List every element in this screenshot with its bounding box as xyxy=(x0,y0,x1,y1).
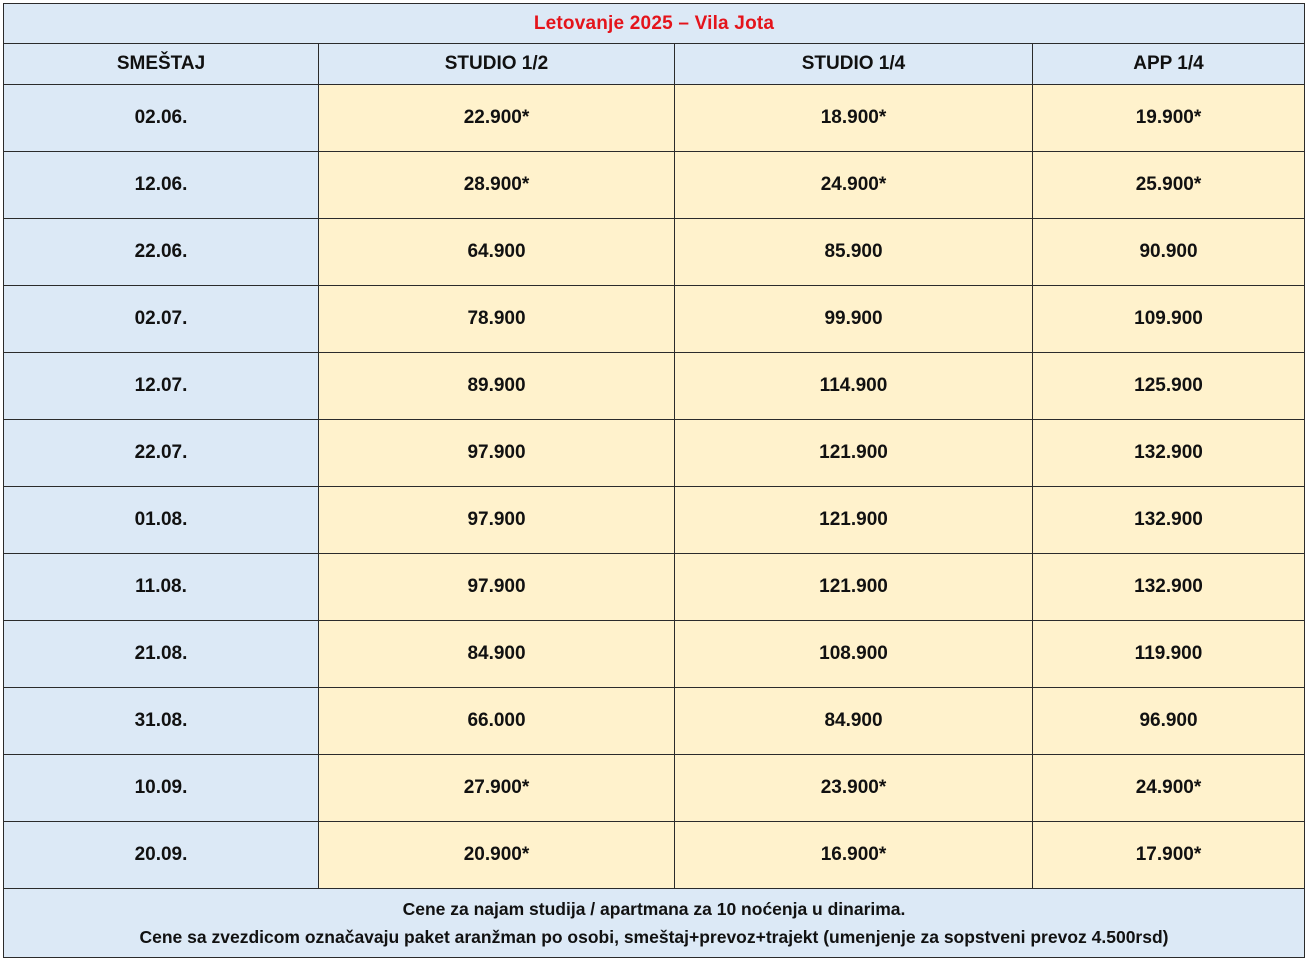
table-row xyxy=(4,688,1305,755)
price-studio-1-4: 84.900 xyxy=(675,688,1033,755)
price-app-1-4: 19.900* xyxy=(1033,85,1305,152)
date-cell: 22.06. xyxy=(4,219,319,286)
price-studio-1-2: 64.900 xyxy=(319,219,675,286)
price-app-1-4: 24.900* xyxy=(1033,755,1305,822)
table-row xyxy=(4,755,1305,822)
price-app-1-4: 17.900* xyxy=(1033,822,1305,889)
date-cell: 20.09. xyxy=(4,822,319,889)
price-studio-1-4: 23.900* xyxy=(675,755,1033,822)
column-header-studio-1-4: STUDIO 1/4 xyxy=(675,44,1033,85)
price-studio-1-4: 16.900* xyxy=(675,822,1033,889)
footer-note-line-2: Cene sa zvezdicom označavaju paket aranžman po osobi, smeštaj+prevoz+trajekt (umenjenje za sopstveni prevoz 4.500rsd) xyxy=(139,927,1169,947)
date-cell: 11.08. xyxy=(4,554,319,621)
price-app-1-4: 132.900 xyxy=(1033,420,1305,487)
price-app-1-4: 125.900 xyxy=(1033,353,1305,420)
price-studio-1-2: 84.900 xyxy=(319,621,675,688)
price-table xyxy=(3,3,1305,958)
price-studio-1-2: 97.900 xyxy=(319,487,675,554)
table-row xyxy=(4,554,1305,621)
date-cell: 02.07. xyxy=(4,286,319,353)
price-studio-1-4: 121.900 xyxy=(675,487,1033,554)
price-app-1-4: 109.900 xyxy=(1033,286,1305,353)
price-studio-1-4: 114.900 xyxy=(675,353,1033,420)
price-studio-1-2: 27.900* xyxy=(319,755,675,822)
price-studio-1-2: 89.900 xyxy=(319,353,675,420)
header-row xyxy=(4,44,1305,85)
date-cell: 02.06. xyxy=(4,85,319,152)
price-studio-1-4: 85.900 xyxy=(675,219,1033,286)
table-row xyxy=(4,822,1305,889)
price-studio-1-4: 24.900* xyxy=(675,152,1033,219)
price-app-1-4: 25.900* xyxy=(1033,152,1305,219)
date-cell: 10.09. xyxy=(4,755,319,822)
table-row xyxy=(4,487,1305,554)
price-studio-1-4: 108.900 xyxy=(675,621,1033,688)
table-footer-note xyxy=(4,889,1305,958)
price-studio-1-4: 121.900 xyxy=(675,420,1033,487)
table-row xyxy=(4,219,1305,286)
table-row xyxy=(4,286,1305,353)
price-app-1-4: 119.900 xyxy=(1033,621,1305,688)
date-cell: 22.07. xyxy=(4,420,319,487)
column-header-smestaj: SMEŠTAJ xyxy=(4,44,319,85)
footer-note-line-1: Cene za najam studija / apartmana za 10 noćenja u dinarima. xyxy=(402,899,906,919)
date-cell: 01.08. xyxy=(4,487,319,554)
price-studio-1-2: 66.000 xyxy=(319,688,675,755)
price-app-1-4: 132.900 xyxy=(1033,554,1305,621)
price-studio-1-2: 22.900* xyxy=(319,85,675,152)
column-header-studio-1-2: STUDIO 1/2 xyxy=(319,44,675,85)
price-studio-1-2: 78.900 xyxy=(319,286,675,353)
table-body xyxy=(4,85,1305,889)
price-studio-1-4: 18.900* xyxy=(675,85,1033,152)
price-studio-1-4: 121.900 xyxy=(675,554,1033,621)
price-app-1-4: 132.900 xyxy=(1033,487,1305,554)
price-studio-1-2: 97.900 xyxy=(319,554,675,621)
price-app-1-4: 90.900 xyxy=(1033,219,1305,286)
table-row xyxy=(4,621,1305,688)
date-cell: 31.08. xyxy=(4,688,319,755)
table-row xyxy=(4,152,1305,219)
table-row xyxy=(4,420,1305,487)
table-row xyxy=(4,353,1305,420)
price-studio-1-2: 97.900 xyxy=(319,420,675,487)
price-studio-1-2: 20.900* xyxy=(319,822,675,889)
price-studio-1-4: 99.900 xyxy=(675,286,1033,353)
date-cell: 12.07. xyxy=(4,353,319,420)
price-app-1-4: 96.900 xyxy=(1033,688,1305,755)
date-cell: 12.06. xyxy=(4,152,319,219)
column-header-app-1-4: APP 1/4 xyxy=(1033,44,1305,85)
table-row xyxy=(4,85,1305,152)
table-title: Letovanje 2025 – Vila Jota xyxy=(4,4,1305,44)
price-studio-1-2: 28.900* xyxy=(319,152,675,219)
date-cell: 21.08. xyxy=(4,621,319,688)
